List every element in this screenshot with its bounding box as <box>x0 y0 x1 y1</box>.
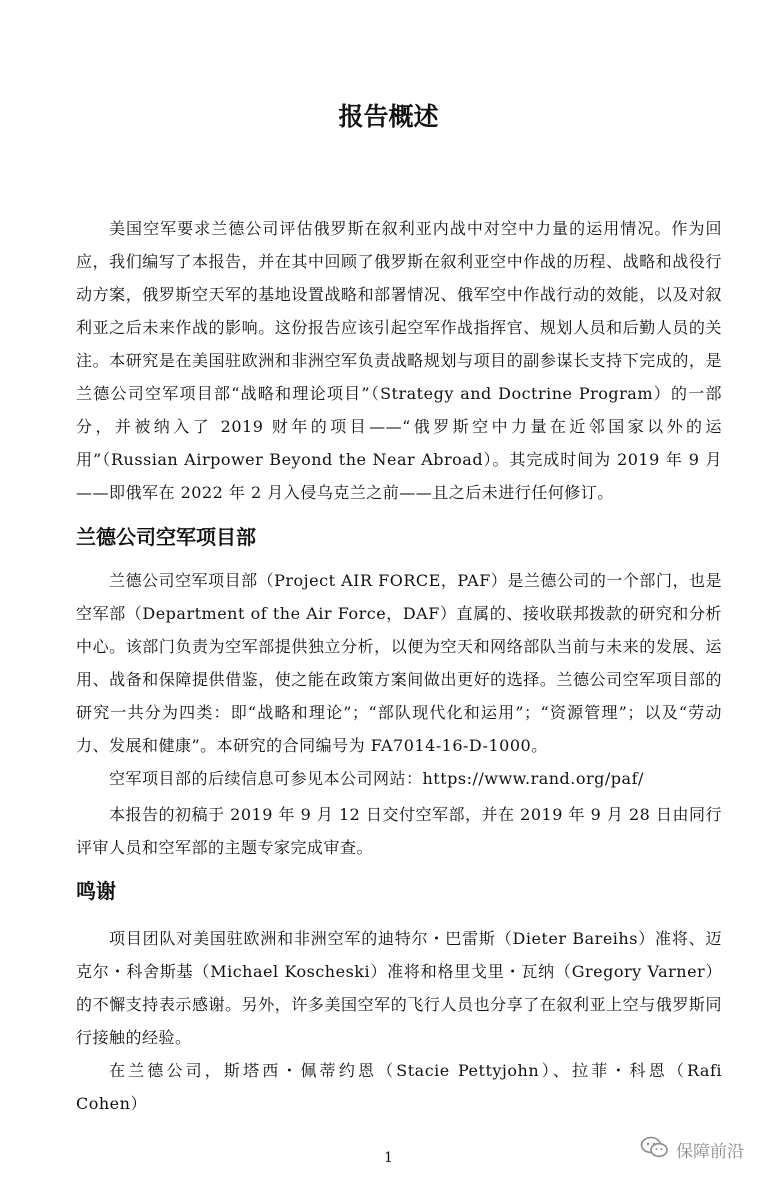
acknowledgments-paragraph-2: 在兰德公司，斯塔西・佩蒂约恩（Stacie Pettyjohn）、拉菲・科恩（Rafi Cohen） <box>76 1061 722 1113</box>
wechat-icon <box>640 1135 670 1164</box>
paf-paragraph-1: 兰德公司空军项目部（Project AIR FORCE，PAF）是兰德公司的一个部门，也是空军部（Department of the Air Force，DAF）直属的、接收联邦拨款的研究和分析中心。该部门负责为空军部提供独立分析，以便为空天和网络部队当前与未来的发展、运用、战备和保障提供借鉴，使之能在政策方案间做出更好的选择。兰德公司空军项目部的研究一共分为四类：即“战略和理论”；“部队现代化和运用”；“资源管理”；以及“劳动力、发展和健康”。本研究的合同编号为 FA7014-16-D-1000。 <box>76 571 722 755</box>
watermark-text: 保障前沿 <box>676 1141 744 1162</box>
intro-paragraph: 美国空军要求兰德公司评估俄罗斯在叙利亚内战中对空中力量的运用情况。作为回应，我们编写了本报告，并在其中回顾了俄罗斯在叙利亚空中作战的历程、战略和战役行动方案，俄罗斯空天军的基地设置战略和部署情况、俄军空中作战行动的效能，以及对叙利亚之后未来作战的影响。这份报告应该引起空军作战指挥官、规划人员和后勤人员的关注。本研究是在美国驻欧洲和非洲空军负责战略规划与项目的副参谋长支持下完成的，是兰德公司空军项目部“战略和理论项目”（Strategy and Doctrine Program）的一部分，并被纳入了 2019 财年的项目——“俄罗斯空中力量在近邻国家以外的运用”（Russian Airpower Beyond the Near Abroad）。其完成时间为 2019 年 9 月——即俄军在 2022 年 2 月入侵乌克兰之前——且之后未进行任何修订。 <box>76 219 722 502</box>
paf-paragraph-2: 空军项目部的后续信息可参见本公司网站：https://www.rand.org/paf/ <box>109 769 644 788</box>
watermark <box>640 1136 744 1162</box>
acknowledgments-heading: 鸣谢 <box>76 879 116 903</box>
paf-section-heading: 兰德公司空军项目部 <box>76 525 256 549</box>
page-title: 报告概述 <box>338 102 439 131</box>
acknowledgments-paragraph-1: 项目团队对美国驻欧洲和非洲空军的迪特尔・巴雷斯（Dieter Bareihs）准将、迈克尔・科舍斯基（Michael Koscheski）准将和格里戈里・瓦纳（Gregory Varner）的不懈支持表示感谢。另外，许多美国空军的飞行人员也分享了在叙利亚上空与俄罗斯同行接触的经验。 <box>76 929 722 1047</box>
paf-paragraph-3: 本报告的初稿于 2019 年 9 月 12 日交付空军部，并在 2019 年 9 月 28 日由同行评审人员和空军部的主题专家完成审查。 <box>76 805 722 857</box>
page-number: 1 <box>384 1150 393 1166</box>
